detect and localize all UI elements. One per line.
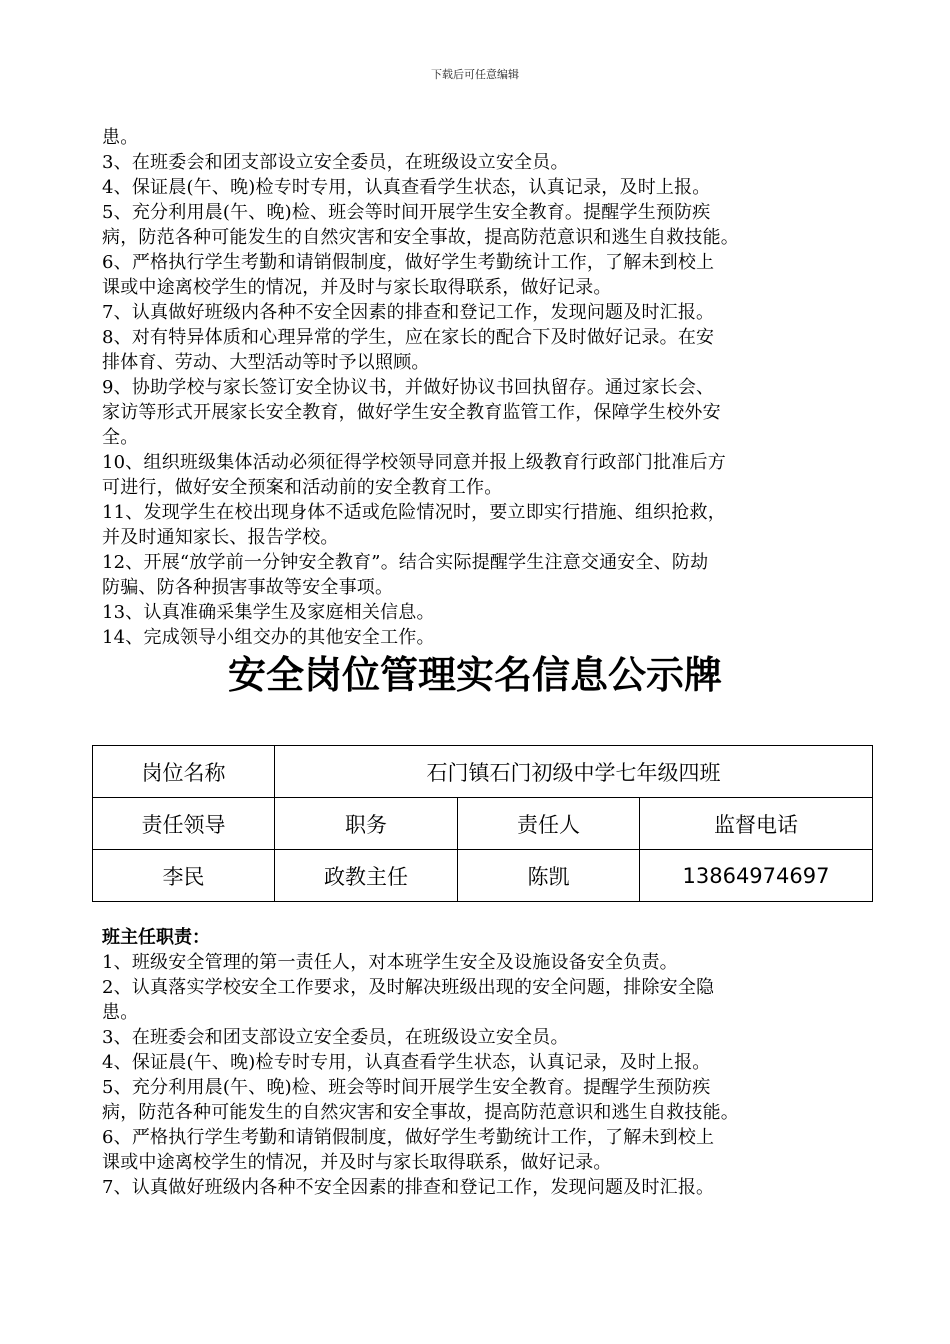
duty-line: 全。 (102, 427, 139, 448)
table-row-values (93, 850, 873, 902)
duty-line: 2、认真落实学校安全工作要求，及时解决班级出现的安全问题，排除安全隐 (102, 977, 715, 998)
duty-line: 5、充分利用晨(午、晚)检、班会等时间开展学生安全教育。提醒学生预防疾 (102, 202, 711, 223)
header-responsible: 责任人 (458, 798, 640, 850)
value-phone: 13864974697 (640, 850, 873, 902)
duty-line: 4、保证晨(午、晚)检专时专用，认真查看学生状态，认真记录，及时上报。 (102, 177, 711, 198)
duty-line: 患。 (102, 1002, 139, 1023)
value-leader: 李民 (93, 850, 275, 902)
duty-line: 并及时通知家长、报告学校。 (102, 527, 339, 548)
value-responsible: 陈凯 (458, 850, 640, 902)
info-table (92, 745, 873, 902)
value-position: 政教主任 (275, 850, 458, 902)
duty-line: 病，防范各种可能发生的自然灾害和安全事故，提高防范意识和逃生自救技能。 (102, 1102, 739, 1123)
duty-line: 可进行，做好安全预案和活动前的安全教育工作。 (102, 477, 503, 498)
duty-line: 10、组织班级集体活动必须征得学校领导同意并报上级教育行政部门批准后方 (102, 452, 726, 473)
header-phone: 监督电话 (640, 798, 873, 850)
table-row-headers (93, 798, 873, 850)
table-row-post (93, 746, 873, 798)
duty-line: 3、在班委会和团支部设立安全委员，在班级设立安全员。 (102, 1027, 569, 1048)
duty-line: 家访等形式开展家长安全教育，做好学生安全教育监管工作，保障学生校外安 (102, 402, 721, 423)
duty-line: 课或中途离校学生的情况，并及时与家长取得联系，做好记录。 (102, 1152, 612, 1173)
duty-line: 12、开展“放学前一分钟安全教育”。结合实际提醒学生注意交通安全、防劫 (102, 552, 709, 573)
duty-line: 8、对有特异体质和心理异常的学生，应在家长的配合下及时做好记录。在安 (102, 327, 715, 348)
duty-line: 防骗、防各种损害事故等安全事项。 (102, 577, 394, 598)
duty-line: 课或中途离校学生的情况，并及时与家长取得联系，做好记录。 (102, 277, 612, 298)
duty-line: 4、保证晨(午、晚)检专时专用，认真查看学生状态，认真记录，及时上报。 (102, 1052, 711, 1073)
duty-line: 患。 (102, 127, 139, 148)
header-position: 职务 (275, 798, 458, 850)
duty-line: 6、严格执行学生考勤和请销假制度，做好学生考勤统计工作，了解未到校上 (102, 1127, 715, 1148)
document-title: 安全岗位管理实名信息公示牌 (227, 653, 722, 697)
top-duty-list (102, 125, 882, 650)
bottom-duty-list (102, 925, 882, 1200)
duty-line: 3、在班委会和团支部设立安全委员，在班级设立安全员。 (102, 152, 569, 173)
duty-line: 14、完成领导小组交办的其他安全工作。 (102, 627, 435, 648)
post-name-label: 岗位名称 (93, 746, 275, 798)
duty-line: 9、协助学校与家长签订安全协议书，并做好协议书回执留存。通过家长会、 (102, 377, 715, 398)
duty-line: 5、充分利用晨(午、晚)检、班会等时间开展学生安全教育。提醒学生预防疾 (102, 1077, 711, 1098)
post-name-value: 石门镇石门初级中学七年级四班 (275, 746, 873, 798)
duty-line: 11、发现学生在校出现身体不适或危险情况时，要立即实行措施、组织抢救， (102, 502, 726, 523)
duty-line: 病，防范各种可能发生的自然灾害和安全事故，提高防范意识和逃生自救技能。 (102, 227, 739, 248)
header-note: 下载后可任意编辑 (431, 68, 519, 81)
duty-line: 7、认真做好班级内各种不安全因素的排查和登记工作，发现问题及时汇报。 (102, 302, 715, 323)
duty-line: 7、认真做好班级内各种不安全因素的排查和登记工作，发现问题及时汇报。 (102, 1177, 715, 1198)
duty-line: 1、班级安全管理的第一责任人，对本班学生安全及设施设备安全负责。 (102, 952, 678, 973)
duty-line: 6、严格执行学生考勤和请销假制度，做好学生考勤统计工作，了解未到校上 (102, 252, 715, 273)
section-heading: 班主任职责： (102, 927, 210, 948)
duty-line: 排体育、劳动、大型活动等时予以照顾。 (102, 352, 430, 373)
duty-line: 13、认真准确采集学生及家庭相关信息。 (102, 602, 435, 623)
header-leader: 责任领导 (93, 798, 275, 850)
